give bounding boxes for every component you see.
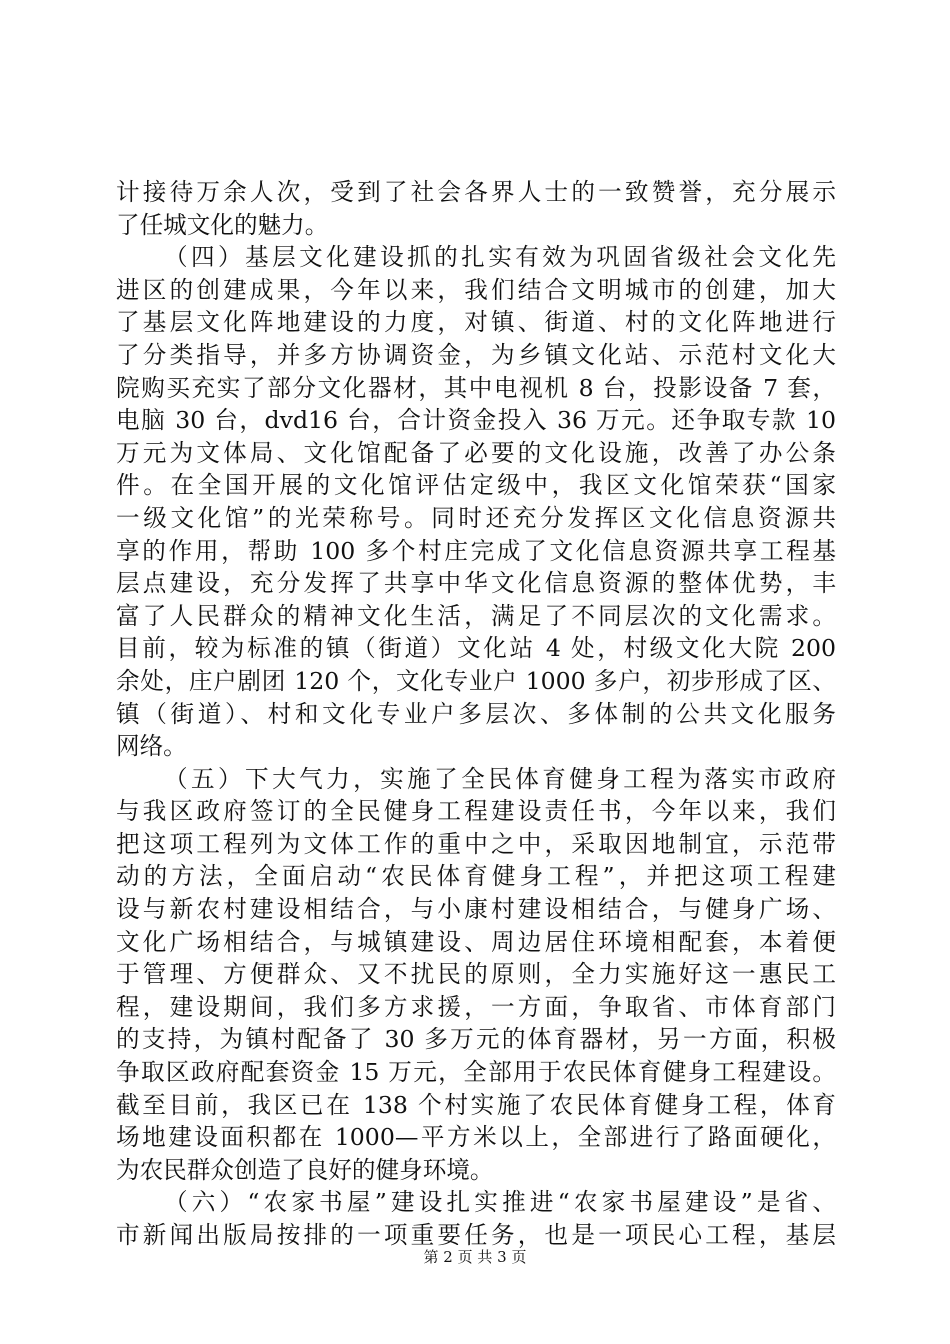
text-line: 余处，庄户剧团 120 个，文化专业户 1000 多户，初步形成了区、	[116, 666, 836, 695]
text-line: 场地建设面积都在 1000—平方米以上，全部进行了路面硬化，	[116, 1123, 836, 1152]
text-line: 争取区政府配套资金 15 万元，全部用于农民体育健身工程建设。	[116, 1058, 836, 1087]
text-line: 一级文化馆”的光荣称号。同时还充分发挥区文化信息资源共	[116, 503, 836, 532]
text-line: 院购买充实了部分文化器材，其中电视机 8 台，投影设备 7 套，	[116, 373, 836, 402]
text-line: 市新闻出版局按排的一项重要任务，也是一项民心工程，基层	[116, 1221, 836, 1249]
text-line: 富了人民群众的精神文化生活，满足了不同层次的文化需求。	[116, 601, 836, 630]
text-line: 件。在全国开展的文化馆评估定级中，我区文化馆荣获“国家	[116, 471, 836, 500]
text-line: 了任城文化的魅力。	[116, 210, 329, 239]
text-line: 电脑 30 台，dvd16 台，合计资金投入 36 万元。还争取专款 10	[116, 406, 836, 435]
text-line: 层点建设，充分发挥了共享中华文化信息资源的整体优势，丰	[116, 569, 836, 598]
text-line: 了基层文化阵地建设的力度，对镇、街道、村的文化阵地进行	[116, 308, 836, 337]
text-line: 动的方法，全面启动“农民体育健身工程”，并把这项工程建	[116, 862, 836, 891]
text-line: 万元为文体局、文化馆配备了必要的文化设施，改善了办公条	[116, 438, 836, 467]
text-line: 网络。	[116, 732, 187, 761]
body-text	[116, 176, 836, 1252]
text-line: 为农民群众创造了良好的健身环境。	[116, 1155, 494, 1184]
text-line: 程，建设期间，我们多方求援，一方面，争取省、市体育部门	[116, 992, 836, 1021]
text-line: 把这项工程列为文体工作的重中之中，采取因地制宜，示范带	[116, 829, 836, 858]
section-heading-line: （五）下大气力，实施了全民体育健身工程为落实市政府	[164, 764, 836, 793]
text-line: 的支持，为镇村配备了 30 多万元的体育器材，另一方面，积极	[116, 1025, 836, 1054]
text-line: 与我区政府签订的全民健身工程建设责任书，今年以来，我们	[116, 797, 836, 826]
text-line: 于管理、方便群众、又不扰民的原则，全力实施好这一惠民工	[116, 960, 836, 989]
text-line: 截至目前，我区已在 138 个村实施了农民体育健身工程，体育	[116, 1090, 836, 1119]
text-line: 目前，较为标准的镇（街道）文化站 4 处，村级文化大院 200	[116, 634, 836, 663]
text-line: 镇（街道）、村和文化专业户多层次、多体制的公共文化服务	[116, 699, 836, 728]
section-heading-line: （四）基层文化建设抓的扎实有效为巩固省级社会文化先	[164, 243, 836, 272]
text-line: 设与新农村建设相结合，与小康村建设相结合，与健身广场、	[116, 895, 836, 924]
page-number: 第 2 页 共 3 页	[423, 1248, 527, 1266]
text-line: 计接待万余人次，受到了社会各界人士的一致赞誉，充分展示	[116, 178, 836, 206]
text-line: 享的作用，帮助 100 多个村庄完成了文化信息资源共享工程基	[116, 536, 836, 565]
text-line: 文化广场相结合，与城镇建设、周边居住环境相配套，本着便	[116, 927, 836, 956]
text-line: 了分类指导，并多方协调资金，为乡镇文化站、示范村文化大	[116, 340, 836, 369]
section-heading-line: （六）“农家书屋”建设扎实推进“农家书屋建设”是省、	[164, 1188, 836, 1217]
text-line: 进区的创建成果，今年以来，我们结合文明城市的创建，加大	[116, 275, 836, 304]
